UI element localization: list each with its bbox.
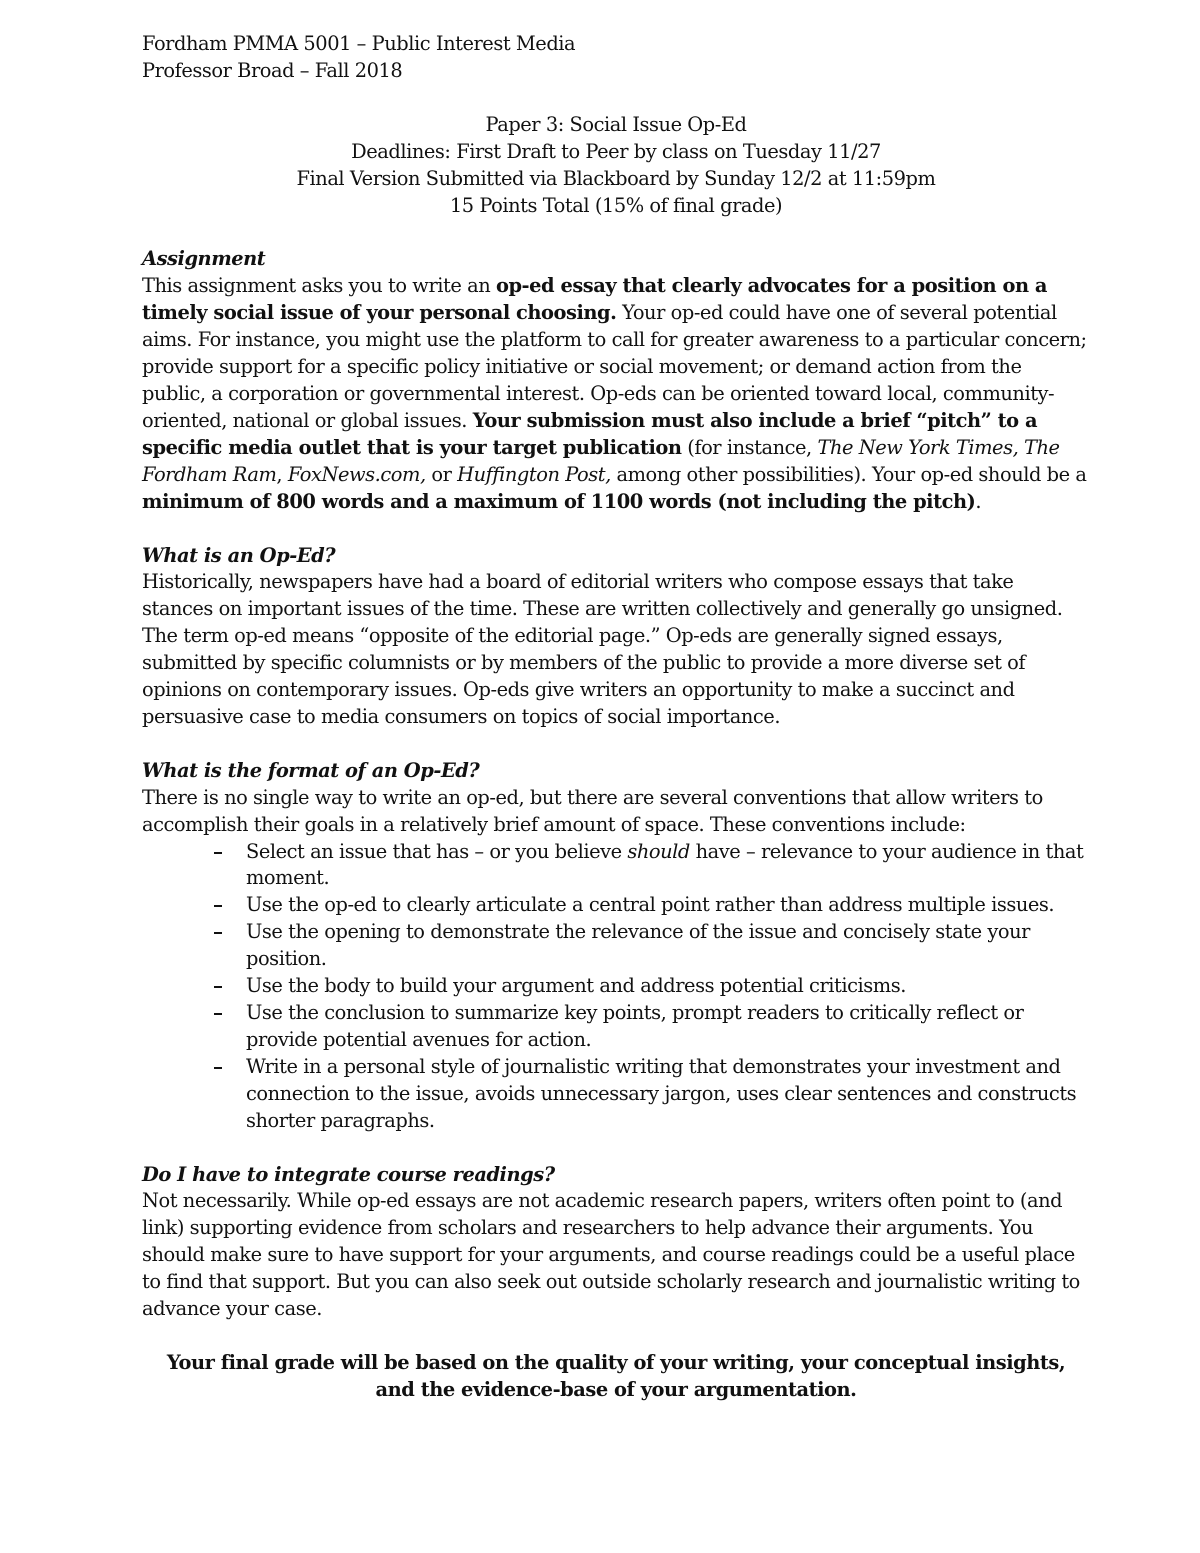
paper-title: Paper 3: Social Issue Op-Ed xyxy=(485,112,747,136)
deadline-final: Final Version Submitted via Blackboard by Sunday 12/2 at 11:59pm xyxy=(296,166,936,190)
outlet-nyt-ram: The New York Times, The Fordham Ram xyxy=(142,435,1060,486)
conventions-list xyxy=(142,839,1090,1135)
readings-paragraph: Not necessarily. While op-ed essays are not academic research papers, writers often point to (and link) supporting evidence from scholars and researchers to help advance their arguments. You should make sure to have support for your arguments, and course readings could be a useful place to find that support. But you can also seek out outside scholarly research and journalistic writing to advance your case. xyxy=(142,1189,1080,1321)
list-item: Use the opening to demonstrate the relevance of the issue and concisely state your position. xyxy=(246,919,1090,973)
course-line: Fordham PMMA 5001 – Public Interest Media xyxy=(142,32,576,55)
readings-heading: Do I have to integrate course readings? xyxy=(142,1162,555,1186)
list-item: Select an issue that has – or you believe should have – relevance to your audience in that moment. xyxy=(246,839,1090,893)
list-item: Use the body to build your argument and address potential criticisms. xyxy=(246,973,1090,1000)
what-is-paragraph: Historically, newspapers have had a board of editorial writers who compose essays that take stances on important issues of the time. These are written collectively and generally go unsigned. The term op-ed means “opposite of the editorial page.” Op-eds are generally signed essays, submitted by specific columnists or by members of the public to provide a more diverse set of opinions on contemporary issues. Op-eds give writers an opportunity to make a succinct and persuasive case to media consumers on topics of social importance. xyxy=(142,570,1063,728)
outlet-huffpost: Huffington Post, xyxy=(457,462,611,486)
list-item: Use the conclusion to summarize key points, prompt readers to critically reflect or provide potential avenues for action. xyxy=(246,1000,1090,1054)
list-item: Use the op-ed to clearly articulate a central point rather than address multiple issues. xyxy=(246,892,1090,919)
outlet-foxnews: FoxNews.com, xyxy=(287,462,426,486)
assignment-paragraph: This assignment asks you to write an op-ed essay that clearly advocates for a position on a timely social issue of your personal choosing. Your op-ed could have one of several potential aims. For instance, you might use the platform to call for greater awareness to a particular concern; provide support for a specific policy initiative or social movement; or demand action from the public, a corporation or governmental interest. Op-eds can be oriented toward local, community-oriented, national or global issues. Your submission must also include a brief “pitch” to a specific media outlet that is your target publication (for instance, The New York Times, The Fordham Ram, FoxNews.com, or Huffington Post, among other possibilities). Your op-ed should be a minimum of 800 words and a maximum of 1100 words (not including the pitch). xyxy=(142,274,1087,513)
professor-line: Professor Broad – Fall 2018 xyxy=(142,58,403,82)
deadline-draft: Deadlines: First Draft to Peer by class on Tuesday 11/27 xyxy=(351,139,881,163)
format-heading: What is the format of an Op-Ed? xyxy=(142,758,480,782)
document-body xyxy=(142,31,1090,1404)
what-is-heading: What is an Op-Ed? xyxy=(142,543,336,567)
closing-line-2: and the evidence-base of your argumentation. xyxy=(375,1377,857,1401)
points-total: 15 Points Total (15% of final grade) xyxy=(449,193,783,217)
format-intro: There is no single way to write an op-ed, but there are several conventions that allow writers to accomplish their goals in a relatively brief amount of space. These conventions include: xyxy=(142,785,1043,836)
list-item: Write in a personal style of journalistic writing that demonstrates your investment and connection to the issue, avoids unnecessary jargon, uses clear sentences and constructs shorter paragraphs. xyxy=(246,1054,1090,1135)
closing-line-1: Your final grade will be based on the quality of your writing, your conceptual insights, xyxy=(166,1350,1066,1374)
assignment-heading: Assignment xyxy=(142,247,266,271)
